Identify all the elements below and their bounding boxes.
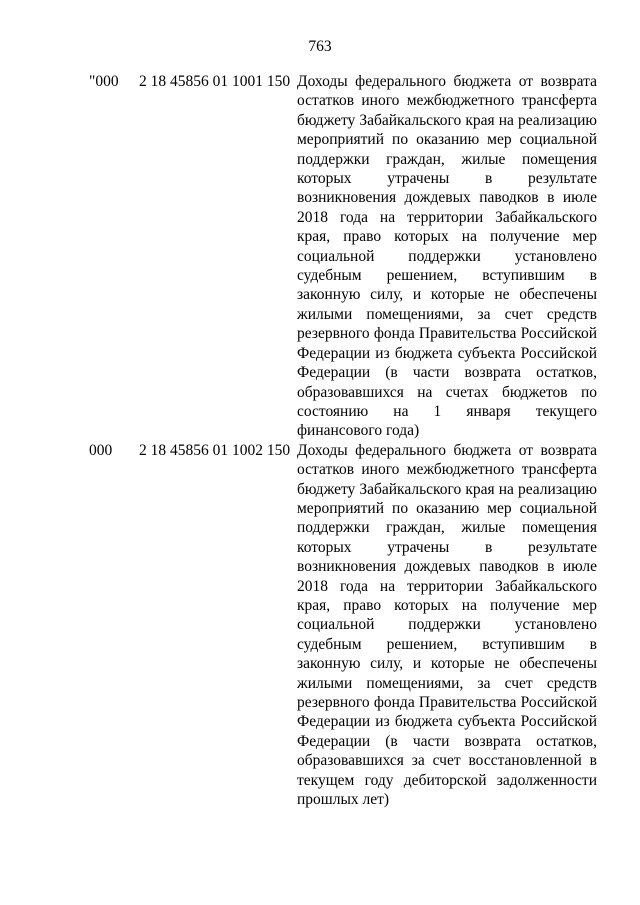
admin-code: 000 [89, 441, 113, 459]
budget-code-table [0, 72, 640, 809]
kbk-code: 2 18 45856 01 1001 150 [139, 73, 291, 90]
table-row [0, 441, 640, 810]
admin-code: "000 [89, 73, 119, 90]
table-row [0, 72, 640, 441]
page-number: 763 [308, 38, 332, 55]
income-description: Доходы федерального бюджета от возврата остатков иного межбюджетного трансферта бюджету Забайкальского края на реализацию мероприятий по оказанию мер социальной поддержки граждан, жилые помещения которых утрачены в результате возникновения дождевых паводков в июле 2018 года на территории Забайкальского края, право которых на получение мер социальной поддержки установлено судебным решением, вступившим в законную силу, и которые не обеспечены жилыми помещениями, за счет средств резервного фонда Правительства Российской Федерации из бюджета субъекта Российской Федерации (в части возврата остатков, образовавшихся за счет восстановленной в текущем году дебиторской задолженности прошлых лет) [297, 441, 597, 809]
kbk-code: 2 18 45856 01 1002 150 [139, 441, 291, 459]
income-description: Доходы федерального бюджета от возврата остатков иного межбюджетного трансферта бюджету Забайкальского края на реализацию мероприятий по оказанию мер социальной поддержки граждан, жилые помещения которых утрачены в результате возникновения дождевых паводков в июле 2018 года на территории Забайкальского края, право которых на получение мер социальной поддержки установлено судебным решением, вступившим в законную силу, и которые не обеспечены жилыми помещениями, за счет средств резервного фонда Правительства Российской Федерации из бюджета субъекта Российской Федерации (в части возврата остатков, образовавшихся на счетах бюджетов по состоянию на 1 января текущего финансового года) [297, 73, 597, 440]
